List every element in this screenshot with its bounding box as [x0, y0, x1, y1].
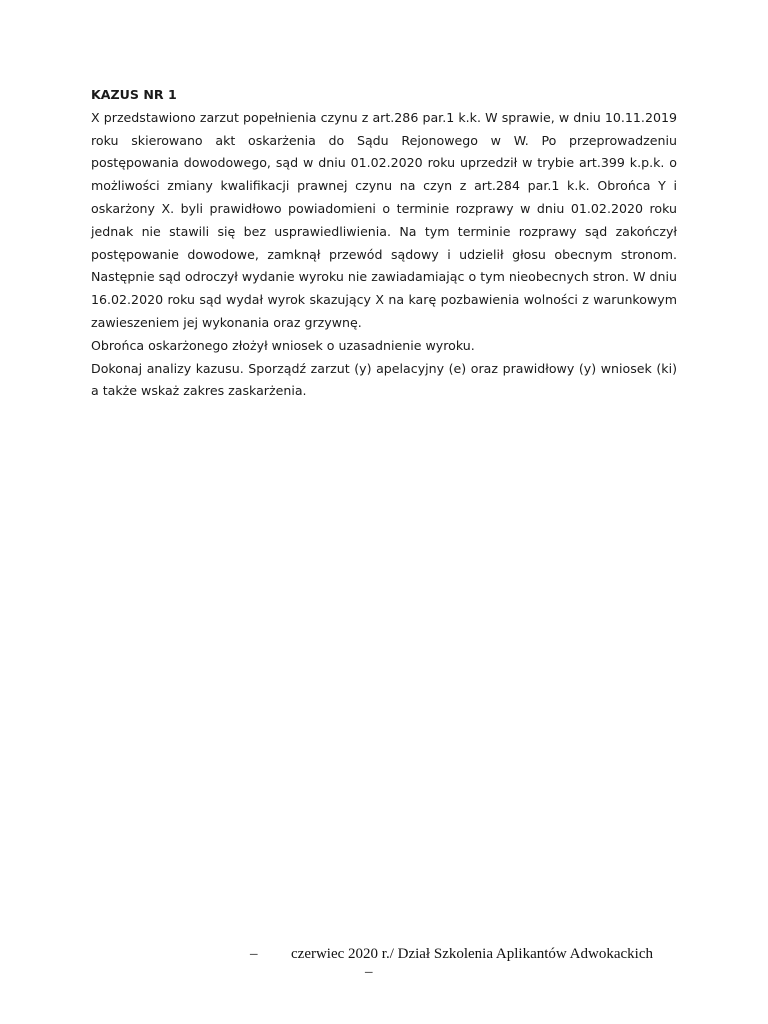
footer-dash-left: – — [250, 946, 258, 962]
case-title: KAZUS NR 1 — [91, 87, 177, 102]
document-body — [91, 84, 677, 403]
footer-text: czerwiec 2020 r./ Dział Szkolenia Aplikantów Adwokackich — [291, 946, 653, 962]
page-footer — [0, 942, 768, 992]
defense-motion-paragraph: Obrońca oskarżonego złożył wniosek o uzasadnienie wyroku. — [91, 337, 475, 353]
case-facts-paragraph: X przedstawiono zarzut popełnienia czynu z art.286 par.1 k.k. W sprawie, w dniu 10.11.2019 roku skierowano akt oskarżenia do Sądu Rejonowego w W. Po przeprowadzeniu postępowania dowodowego, sąd w dniu 01.02.2020 roku uprzedził w trybie art.399 k.p.k. o możliwości zmiany kwalifikacji prawnej czynu na czyn z art.284 par.1 k.k. Obrońca Y i oskarżony X. byli prawidłowo powiadomieni o terminie rozprawy w dniu 01.02.2020 roku jednak nie stawili się bez usprawiedliwienia. Na tym terminie rozprawy sąd zakończył postępowanie dowodowe, zamknął przewód sądowy i udzielił głosu obecnym stronom. Następnie sąd odroczył wydanie wyroku nie zawiadamiając o tym nieobecnych stron. W dniu 16.02.2020 roku sąd wydał wyrok skazujący X na karę pozbawienia wolności z warunkowym zawieszeniem jej wykonania oraz grzywnę. — [91, 109, 677, 330]
footer-dash-below: – — [365, 964, 373, 980]
task-instructions-paragraph: Dokonaj analizy kazusu. Sporządź zarzut (y) apelacyjny (e) oraz prawidłowy (y) wniosek (ki) a także wskaż zakres zaskarżenia. — [91, 360, 677, 399]
